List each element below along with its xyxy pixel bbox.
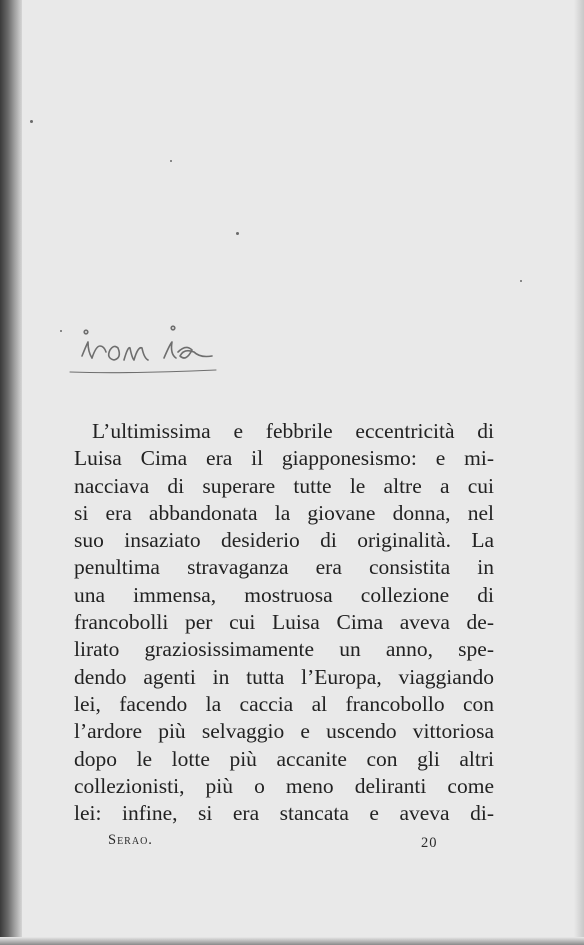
text-line: Luisa Cima era il giapponesismo: e mi- (74, 446, 494, 471)
text-line: si era abbandonata la giovane donna, nel (74, 500, 494, 525)
paper-speck (60, 330, 62, 332)
text-line: nacciava di superare tutte le altre a cui (74, 473, 494, 498)
handwriting-drawing (66, 316, 236, 378)
text-line: lei, facendo la caccia al francobollo con (74, 691, 494, 716)
text-line: lei: infine, si era stancata e aveva di- (74, 801, 494, 826)
text-line: l’ardore più selvaggio e uscendo vittoriosa (74, 719, 494, 744)
handwritten-annotation (66, 316, 236, 378)
text-line: collezionisti, più o meno deliranti come (74, 773, 494, 798)
main-paragraph (74, 418, 494, 827)
text-line: francobolli per cui Luisa Cima aveva de- (74, 610, 494, 635)
text-line: una immensa, mostruosa collezione di (74, 582, 494, 607)
text-line: dendo agenti in tutta l’Europa, viaggiando (74, 664, 494, 689)
text-line: suo insaziato desiderio di originalità. La (74, 528, 494, 553)
text-line: lirato graziosissimamente un anno, spe- (74, 637, 494, 662)
paper-speck (520, 280, 522, 282)
page-bottom-edge (0, 937, 584, 945)
page-right-edge (574, 0, 584, 945)
paper-speck (170, 160, 172, 162)
footer-signature: Serao. (108, 832, 153, 848)
paper-speck (236, 232, 239, 235)
text-line: L’ultimissima e febbrile eccentricità di (92, 419, 494, 443)
paper-speck (30, 120, 33, 123)
text-line: dopo le lotte più accanite con gli altri (74, 746, 494, 771)
page-number: 20 (421, 835, 438, 851)
text-line: penultima stravaganza era consistita in (74, 555, 494, 580)
page-binding-edge (0, 0, 22, 945)
